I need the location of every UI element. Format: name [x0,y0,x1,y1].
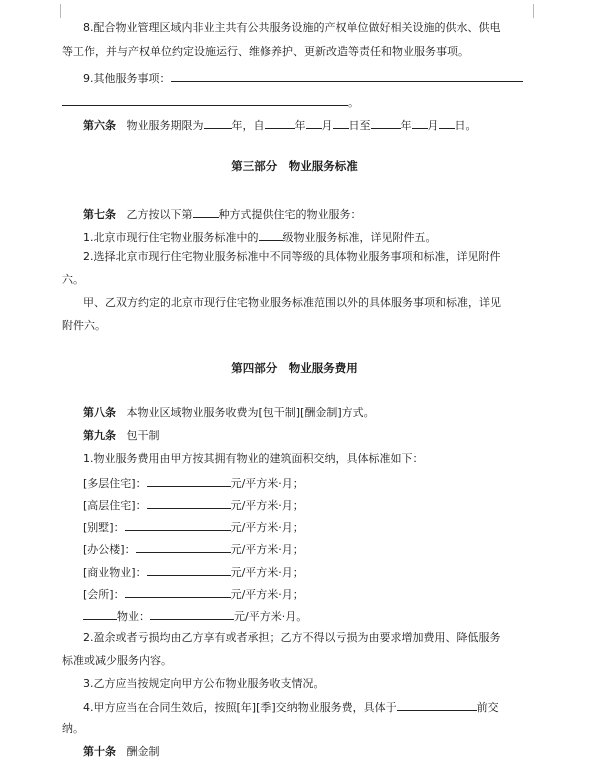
fee-label: [商业物业]： [83,566,147,579]
blank-fee-amount [147,496,231,509]
article-6-text: 物业服务期限为 [126,119,204,132]
blank-end-month [412,116,428,129]
fee-row-villa [83,518,304,536]
blank-payment-date [397,698,477,711]
section-4-heading: 第四部分 物业服务费用 [231,361,358,375]
blank-property-type [83,607,117,620]
blank-start-year [265,116,295,129]
item-4-text: 4.甲方应当在合同生效后，按照[年][季]交纳物业服务费，具体于 [83,701,397,714]
fee-label: [办公楼]： [83,543,136,556]
article-7-label: 第七条 [83,208,116,221]
article-9-text: 包干制 [126,429,160,442]
fee-row-clubhouse [83,585,304,603]
article-8-text: 本物业区域物业服务收费为[包干制][酬金制]方式。 [126,406,375,419]
fee-unit: 元/平方米·月； [230,477,304,490]
item-1-text-b: 级物业服务标准，详见附件五。 [282,231,437,244]
clause-8-line-2: 等工作，并与产权单位约定设施运行、维修养护、更新改造等责任和物业服务事项。 [62,45,469,58]
fee-row-commercial [83,563,304,581]
article-6-year-2: 年 [400,119,412,132]
article-6-month: 月 [321,119,333,132]
article-6-year: 年 [294,119,306,132]
fee-row-highrise [83,496,304,514]
clause-9-line [83,69,523,87]
fee-label: 物业： [117,610,150,623]
article-9-item-2-line-2: 标准或减少服务内容。 [62,654,172,667]
article-6-month-2: 月 [427,119,439,132]
fee-row-office [83,540,304,558]
article-9-item-3: 3.乙方应当按规定向甲方公布物业服务收支情况。 [83,677,325,690]
fee-unit: 元/平方米·月； [230,543,304,556]
blank-term-years [204,116,232,129]
item-4-text-b: 前交 [476,701,499,714]
page-corner-mark-left [46,4,61,18]
article-7-item-3-line-2: 附件六。 [62,319,106,332]
article-7-text-1: 乙方按以下第 [126,208,193,221]
clause-8-line-1: 8.配合物业管理区域内非业主共有公共服务设施的产权单位做好相关设施的供水、供电 [83,21,501,34]
fee-label: [高层住宅]： [83,499,147,512]
article-7-text-2: 种方式提供住宅的物业服务： [218,208,362,221]
article-9-item-4 [83,698,499,716]
article-9 [83,428,160,444]
fee-label: [多层住宅]： [83,477,147,490]
article-8 [83,405,375,421]
article-10 [83,744,160,760]
article-6-day-to: 日至 [348,119,371,132]
article-9-item-2-line-1: 2.盈余或者亏损均由乙方享有或者承担；乙方不得以亏损为由要求增加费用、降低服务 [83,631,501,644]
section-3-heading: 第三部分 物业服务标准 [231,159,358,173]
blank-end-year [371,116,401,129]
article-7-item-2-line-1: 2.选择北京市现行住宅物业服务标准中不同等级的具体物业服务事项和标准，详见附件 [83,250,501,263]
page-corner-mark-right [533,4,548,18]
article-6 [83,116,477,134]
article-8-label: 第八条 [83,406,116,419]
item-1-text-a: 1.北京市现行住宅物业服务标准中的 [83,231,259,244]
blank-end-day [439,116,455,129]
blank-service-level [259,228,283,241]
blank-other-services-1 [171,69,523,82]
article-9-item-4-line-2: 纳。 [62,722,84,735]
article-9-label: 第九条 [83,429,116,442]
clause-9-end: 。 [348,96,359,109]
blank-start-day [333,116,349,129]
article-7-item-2-line-2: 六。 [62,273,84,286]
blank-start-month [306,116,322,129]
blank-fee-amount [125,518,231,531]
fee-unit: 元/平方米·月； [230,521,304,534]
article-6-day-end: 日。 [454,119,477,132]
blank-other-services-2 [62,93,348,106]
article-9-item-1: 1.物业服务费用由甲方按其拥有物业的建筑面积交纳，具体标准如下： [83,452,424,465]
blank-fee-amount [125,585,231,598]
article-7-item-3-line-1: 甲、乙双方约定的北京市现行住宅物业服务标准范围以外的具体服务事项和标准，详见 [83,296,501,309]
blank-fee-amount [147,563,231,576]
fee-row-multistorey [83,474,304,492]
article-6-text-2: 年，自 [231,119,265,132]
blank-service-method [193,205,219,218]
blank-fee-amount [147,474,231,487]
blank-fee-amount [136,540,231,553]
fee-unit: 元/平方米·月。 [234,610,308,623]
fee-row-other [83,607,307,625]
fee-unit: 元/平方米·月； [230,499,304,512]
article-6-label: 第六条 [83,119,116,132]
clause-9-label: 9.其他服务事项： [83,72,171,85]
article-10-text: 酬金制 [126,745,160,758]
fee-unit: 元/平方米·月； [230,588,304,601]
fee-unit: 元/平方米·月； [230,566,304,579]
article-10-label: 第十条 [83,745,116,758]
fee-label: [别墅]： [83,521,125,534]
article-7-item-1 [83,228,437,246]
article-7 [83,205,362,223]
clause-9-line-2 [62,93,359,111]
blank-fee-amount [150,607,234,620]
fee-label: [会所]： [83,588,125,601]
